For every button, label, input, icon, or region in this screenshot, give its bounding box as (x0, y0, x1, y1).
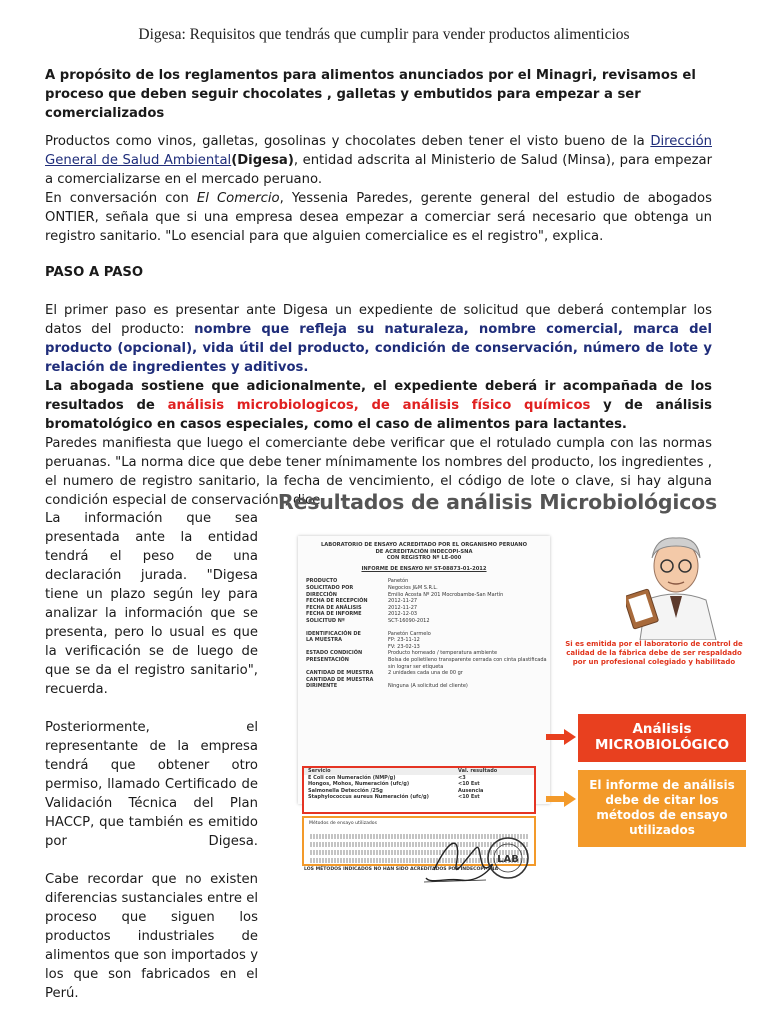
methods-badge: El informe de análisis debe de citar los métodos de ensayo utilizados (578, 770, 746, 847)
report-row-value: Bolsa de polietileno transparente cerrada con cinta plastificada sin lograr ser etiqueta (388, 656, 547, 670)
results-table (302, 766, 536, 814)
methods-title: Métodos de ensayo utilizados (309, 821, 378, 826)
report-row-key: Salmonella Detección /25g (308, 787, 383, 794)
report-row-key: CANTIDAD DE MUESTRA (306, 670, 374, 677)
report-row-key: E Coli con Numeración (NMP/g) (308, 774, 396, 781)
report-row-value: Panetón Carmelo (388, 630, 431, 637)
report-row-value: SCT-16090-2012 (388, 617, 430, 624)
report-row-key: FECHA DE RECEPCIÓN (306, 598, 368, 605)
report-header-3: CON REGISTRO Nº LE-000 (386, 555, 462, 562)
report-row-value: FV: 23-02-13 (388, 643, 420, 650)
paso-paragraphs (45, 301, 712, 510)
report-row-value: 2012-11-27 (388, 604, 418, 611)
left-p1: La información que sea presentada ante la entidad tendrá el peso de una declaración jurada. "Digesa tiene un plazo según ley para analizar la información que se presenta, pero lo usual es que la verificación se de luego de que se da el registro sanitario", recuerda. (45, 511, 258, 697)
intro-p1-text-a: Productos como vinos, galletas, gosolinas y chocolates deben tener el visto bueno de la (45, 134, 651, 149)
scientist-illustration (626, 522, 726, 640)
product-data-list: nombre que refleja su naturaleza, nombre comercial, marca del producto (opcional), vida útil del producto, condición de conservación, número de lote y relación de ingredientes y aditivos. (45, 322, 712, 375)
report-row (298, 618, 550, 625)
report-row-key: PRESENTACIÓN (306, 656, 349, 663)
badge-red-line-2: MICROBIOLÓGICO (594, 737, 730, 753)
signature-icon (426, 843, 492, 881)
report-row-value (388, 677, 550, 684)
signature-stamp (420, 826, 540, 896)
report-row (298, 605, 550, 612)
report-row-value: <10 Est (458, 794, 480, 801)
report-row (298, 683, 550, 690)
report-row (304, 781, 534, 788)
article-lead: A propósito de los reglamentos para alimentos anunciados por el Minagri, revisamos el proceso que deben seguir chocolates , galletas y embutidos para empezar a ser comercializados (45, 68, 696, 121)
infographic-title: Resultados de análisis Microbiológicos (278, 490, 718, 514)
lab-report-document (298, 536, 550, 872)
report-row-key: ESTADO CONDICIÓN (306, 650, 363, 657)
analysis-types: análisis microbiologicos, de análisis físico químicos (167, 398, 591, 413)
report-row-key: LA MUESTRA (306, 637, 342, 644)
report-row (298, 578, 550, 585)
report-row-key: DIRIMENTE (306, 683, 338, 690)
report-row (298, 598, 550, 605)
intro-p2-text-b: , Yessenia Paredes, gerente general del estudio de abogados ONTIER, señala que si una empresa desea empezar a comerciar será necesario que obtenga un registro sanitario. "Lo esencial para que alguien comercialice es el registro", explica. (45, 191, 712, 244)
report-row-key: IDENTIFICACIÓN DE (306, 630, 361, 637)
intro-paragraphs (45, 132, 712, 246)
paso-p3-text: Paredes manifiesta que luego el comerciante debe verificar que el rotulado cumpla con las normas peruanas. "La norma dice que debe tener mínimamente los nombres del producto, los ingredientes , el numero de registro sanitario, la fecha de vencimiento, el código de lote o clave, si hay alguna condición especial de conservación", dice. (45, 436, 712, 508)
report-row-key: Hongos, Mohos, Numeración (ufc/g) (308, 781, 410, 788)
report-row (298, 677, 550, 684)
methods-note: LOS MÉTODOS INDICADOS NO HAN SIDO ACREDITADOS POR INDECOPI-SNA (304, 867, 499, 872)
report-row-key: PRODUCTO (306, 578, 338, 585)
report-row-value: Emilio Acosta Nº 201 Mocrobambe-San Martín (388, 591, 504, 598)
report-header-2: DE ACREDITACIÓN INDECOPI-SNA (375, 548, 473, 555)
intro-p1-text-b: , entidad adscrita al Ministerio de Salud (Minsa), para empezar a comercializarse en el mercado peruano. (45, 153, 712, 187)
results-table-rows (304, 775, 534, 801)
report-row (304, 794, 534, 801)
report-row (298, 657, 550, 670)
report-rows-a (298, 578, 550, 624)
report-row-key: DIRECCIÓN (306, 591, 337, 598)
paso-p2-text-a: La abogada sostiene que adicionalmente, el expediente deberá ir acompañada de los resultados de (45, 379, 712, 413)
table-head-service: Servicio (308, 768, 331, 774)
left-column (45, 509, 258, 1022)
report-row-key: FECHA DE ANÁLISIS (306, 604, 362, 611)
el-comercio-name: El Comercio (196, 191, 280, 206)
report-row-value: FP: 23-11-12 (388, 637, 420, 644)
report-row (298, 637, 550, 644)
arrow-orange-icon (544, 789, 578, 809)
report-row-value: Ausencia (458, 787, 484, 794)
report-row (298, 670, 550, 677)
intro-p2-text-a: En conversación con (45, 191, 197, 206)
report-row-key: CANTIDAD DE MUESTRA (306, 676, 374, 683)
report-row-value: Producto horneado / temperatura ambiente (388, 650, 498, 657)
report-row-value: 2 unidades cada una de 00 gr (388, 670, 463, 677)
paso-p1-text: El primer paso es presentar ante Digesa un expediente de solicitud que deberá contemplar los datos del producto: (45, 303, 712, 337)
badge-red-line-1: Análisis (632, 721, 692, 737)
arrow-red-icon (544, 727, 578, 747)
report-row (298, 611, 550, 618)
page-title: Digesa: Requisitos que tendrás que cumplir para vender productos alimenticios (138, 26, 630, 43)
report-row-key: SOLICITUD Nº (306, 617, 345, 624)
table-head-result: Val. resultado (458, 768, 498, 774)
report-number: INFORME DE ENSAYO Nº ST-08873-01-2012 (361, 565, 487, 572)
digesa-acronym: (Digesa) (231, 153, 294, 168)
left-p3: Cabe recordar que no existen diferencias sustanciales entre el proceso que siguen los productos industriales de alimentos que son importados y los que son fabricados en el Perú. (45, 872, 258, 1001)
report-row-value: Ninguna (A solicitud del cliente) (388, 683, 468, 690)
report-row-value: 2012-12-03 (388, 611, 418, 618)
report-row-key: SOLICITADO POR (306, 584, 354, 591)
report-row (298, 585, 550, 592)
report-row-key: FECHA DE INFORME (306, 611, 362, 618)
report-row (298, 650, 550, 657)
report-header-1: LABORATORIO DE ENSAYO ACREDITADO POR EL ORGANISMO PERUANO (320, 542, 528, 548)
report-row (298, 631, 550, 638)
microbiology-infographic (270, 484, 746, 906)
paso-p2-text-b: y de análisis bromatológico en casos especiales, como el caso de alimentos para lactantes. (45, 398, 713, 432)
report-row-value: <10 Est (458, 781, 480, 788)
left-p2: Posteriormente, el representante de la empresa tendrá que obtener otro permiso, llamado Certificado de Validación Técnica del Plan HACCP, que también es emitido por Digesa. (45, 720, 258, 849)
digesa-link[interactable]: Dirección General de Salud Ambiental (45, 134, 712, 168)
analysis-badge (578, 714, 746, 762)
report-row-key: Staphylococcus aureus Numeración (ufc/g) (308, 794, 429, 801)
report-row-value: Negocios J&M S.R.L. (388, 584, 438, 591)
professional-quote: Si es emitida por el laboratorio de control de calidad de la fábrica debe de ser respaldado por un profesional colegiado y habilitado (565, 640, 743, 666)
report-row-value: <3 (458, 774, 466, 781)
section-heading: PASO A PASO (45, 265, 144, 280)
report-row-value: Panetón (388, 578, 409, 585)
report-row-value: 2012-11-27 (388, 598, 418, 605)
lab-stamp-text: LAB (497, 854, 519, 865)
report-rows-b (298, 631, 550, 690)
